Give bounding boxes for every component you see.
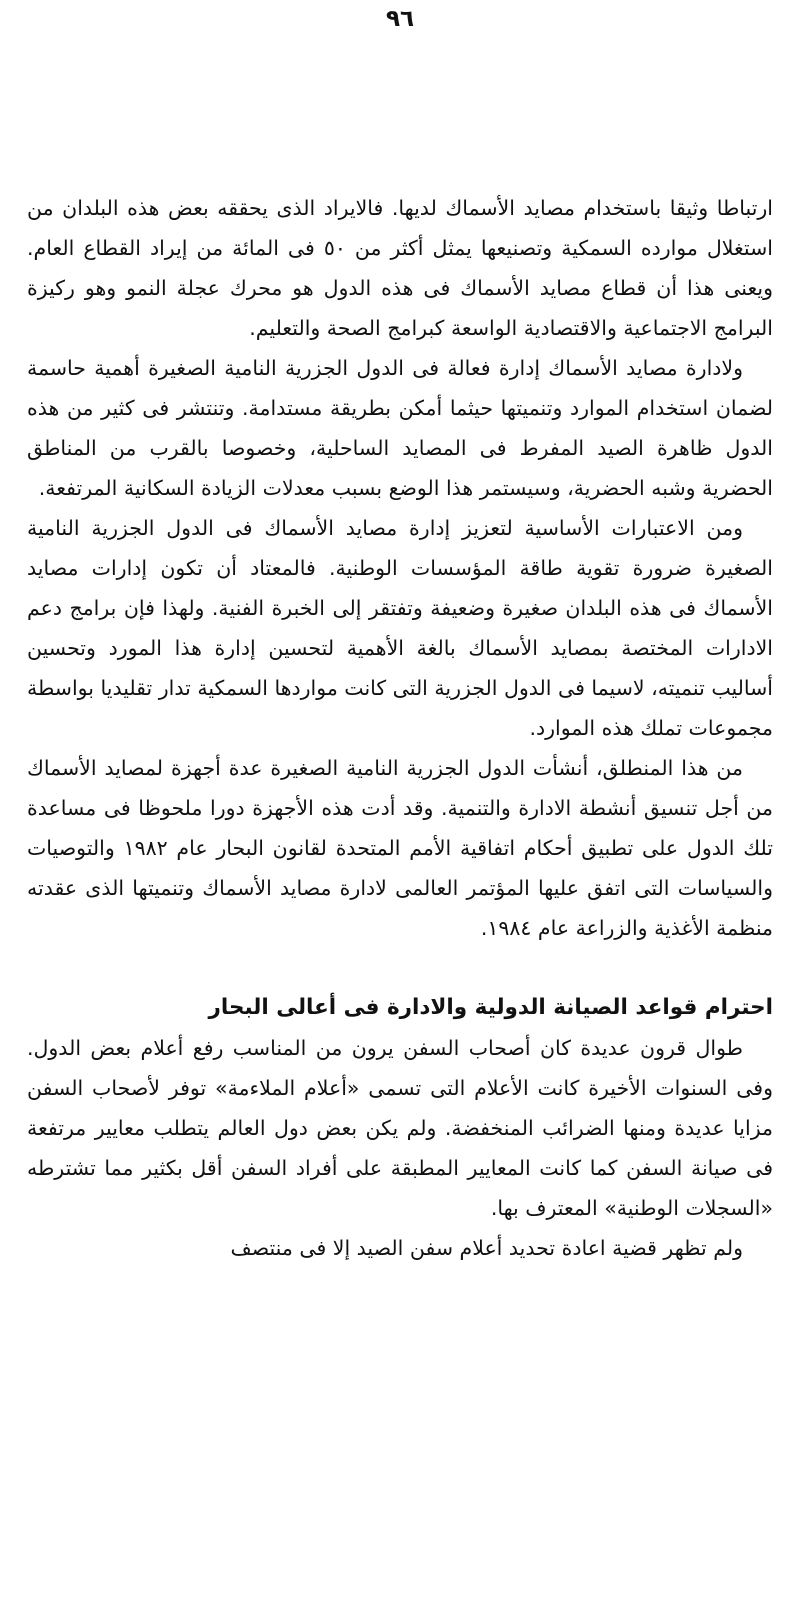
- paragraph-regional-bodies: من هذا المنطلق، أنشأت الدول الجزرية النامية الصغيرة عدة أجهزة لمصايد الأسماك من أجل تنسيق أنشطة الادارة والتنمية. وقد أدت هذه الأجهزة دورا ملحوظا فى مساعدة تلك الدول على تطبيق أحكام اتفاقية الأمم المتحدة لقانون البحار عام ١٩٨٢ والتوصيات والسياسات التى اتفق عليها المؤتمر العالمى لادارة مصايد الأسماك وتنميتها الذى عقدته منظمة الأغذية والزراعة عام ١٩٨٤.: [27, 756, 773, 940]
- paragraph-fisheries-management: ولادارة مصايد الأسماك إدارة فعالة فى الدول الجزرية النامية الصغيرة أهمية حاسمة لضمان استخدام الموارد وتنميتها حيثما أمكن بطريقة مستدامة. وتنتشر فى كثير من هذه الدول ظاهرة الصيد المفرط فى المصايد الساحلية، وخصوصا بالقرب من المناطق الحضرية وشبه الحضرية، وسيستمر هذا الوضع بسبب معدلات الزيادة السكانية المرتفعة.: [27, 356, 773, 500]
- paragraph-continuation: ارتباطا وثيقا باستخدام مصايد الأسماك لديها. فالايراد الذى يحققه بعض هذه البلدان من استغلال موارده السمكية وتصنيعها يمثل أكثر من ٥٠ فى المائة من إيراد القطاع العام. ويعنى هذا أن قطاع مصايد الأسماك فى هذه الدول هو محرك عجلة النمو وهو ركيزة البرامج الاجتماعية والاقتصادية الواسعة كبرامج الصحة والتعليم.: [27, 196, 773, 340]
- page-body: [27, 188, 773, 1268]
- paragraph-flags-of-convenience: طوال قرون عديدة كان أصحاب السفن يرون من المناسب رفع أعلام بعض الدول. وفى السنوات الأخيرة كانت الأعلام التى تسمى «أعلام الملاءمة» توفر لأصحاب السفن مزايا عديدة ومنها الضرائب المنخفضة. ولم يكن بعض دول العالم يتطلب معايير مرتفعة فى صيانة السفن كما كانت المعايير المطبقة على أفراد السفن أقل بكثير مما تشترطه «السجلات الوطنية» المعترف بها.: [27, 1036, 773, 1220]
- paragraph-national-institutions: ومن الاعتبارات الأساسية لتعزيز إدارة مصايد الأسماك فى الدول الجزرية النامية الصغيرة ضرورة تقوية طاقة المؤسسات الوطنية. فالمعتاد أن تكون إدارات مصايد الأسماك فى هذه البلدان صغيرة وضعيفة وتفتقر إلى الخبرة الفنية. ولهذا فإن برامج دعم الادارات المختصة بمصايد الأسماك بالغة الأهمية لتحسين إدارة هذا المورد وتحسين أساليب تنميته، لاسيما فى الدول الجزرية التى كانت مواردها السمكية تدار تقليديا بواسطة مجموعات تملك هذه الموارد.: [27, 516, 773, 740]
- section-heading: احترام قواعد الصيانة الدولية والادارة فى أعالى البحار: [208, 995, 773, 1020]
- paragraph-reflagging: ولم تظهر قضية اعادة تحديد أعلام سفن الصيد إلا فى منتصف: [230, 1236, 743, 1260]
- page-number: ٩٦: [385, 6, 415, 32]
